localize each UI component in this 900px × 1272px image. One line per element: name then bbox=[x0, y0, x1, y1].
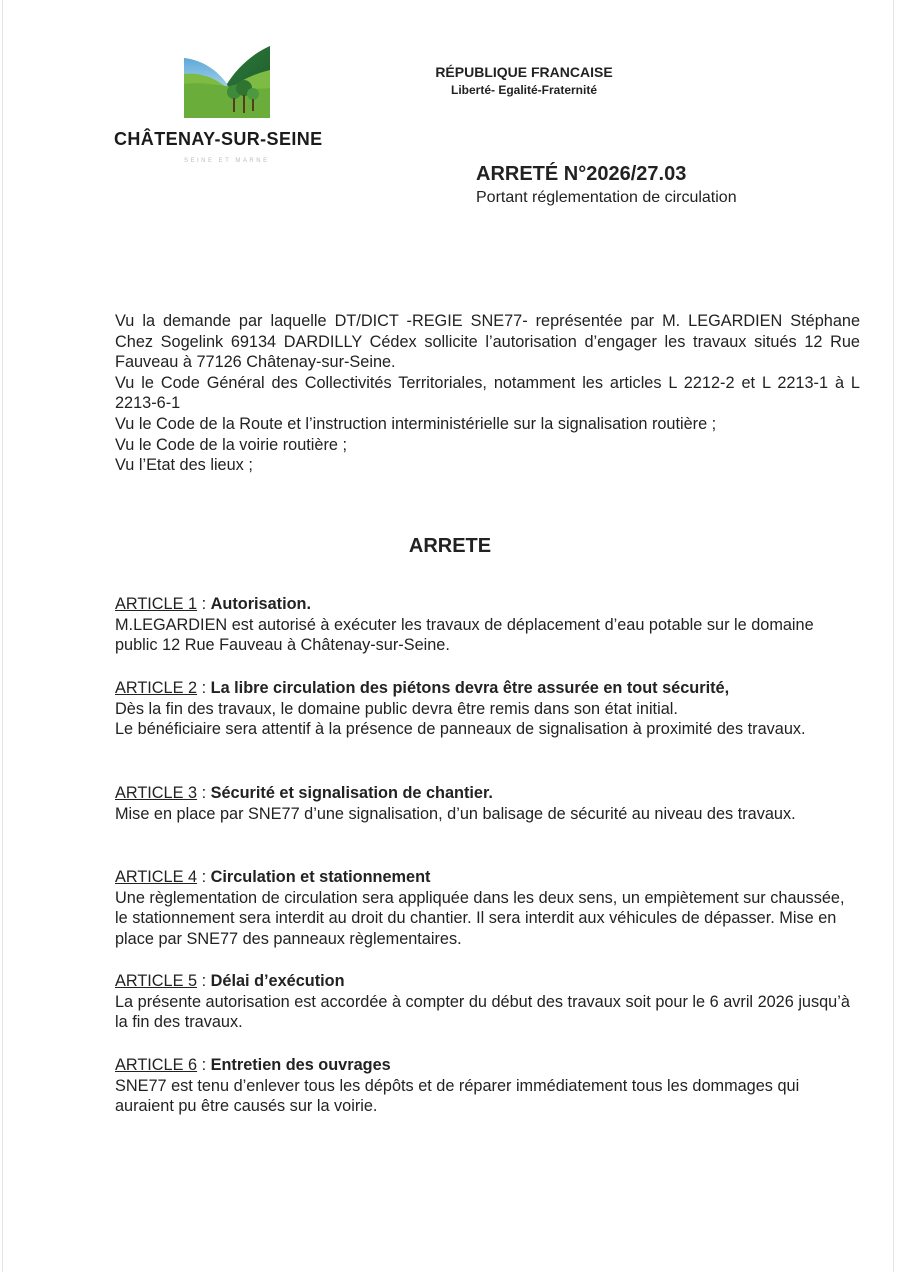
considerant-etat-lieux: Vu l’Etat des lieux ; bbox=[115, 456, 253, 475]
article-text: Une règlementation de circulation sera appliquée dans les deux sens, un empiètement sur chaussée, le stationnement sera interdit au droit du chantier. Il sera interdit aux véhicules de dépasser. Mise en place par SNE77 des panneaux règlementaires. bbox=[115, 888, 845, 948]
republic-motto: Liberté- Egalité-Fraternité bbox=[450, 83, 598, 97]
article-title: Autorisation. bbox=[210, 595, 312, 613]
article-text: Le bénéficiaire sera attentif à la présence de panneaux de signalisation à proximité des travaux. bbox=[115, 720, 806, 739]
commune-logo bbox=[182, 44, 272, 120]
article-separator: : bbox=[197, 784, 211, 802]
arrete-subtitle: Portant réglementation de circulation bbox=[476, 189, 737, 206]
article-separator: : bbox=[197, 1056, 211, 1074]
article-3 bbox=[115, 783, 860, 824]
article-number: ARTICLE 1 bbox=[115, 595, 198, 613]
article-5 bbox=[115, 971, 860, 1033]
article-6 bbox=[115, 1055, 860, 1117]
considerant-code-route: Vu le Code de la Route et l’instruction interministérielle sur la signalisation routière ; bbox=[115, 414, 717, 433]
article-number: ARTICLE 2 bbox=[115, 679, 198, 697]
article-title: Circulation et stationnement bbox=[210, 868, 431, 886]
considerants-block bbox=[115, 311, 860, 476]
considerant-code-voirie: Vu le Code de la voirie routière ; bbox=[115, 435, 347, 454]
article-heading bbox=[115, 971, 860, 992]
commune-name: CHÂTENAY-SUR-SEINE bbox=[114, 129, 323, 149]
article-number: ARTICLE 3 bbox=[115, 784, 198, 802]
article-heading bbox=[115, 783, 860, 804]
article-heading bbox=[115, 594, 860, 615]
article-separator: : bbox=[197, 972, 211, 990]
considerant-cgct: Vu le Code Général des Collectivités Territoriales, notamment les articles L 2212-2 et L 2213-1 à L 2213-6-1 bbox=[115, 373, 860, 413]
republic-title: RÉPUBLIQUE FRANCAISE bbox=[435, 64, 613, 80]
considerant-demande: Vu la demande par laquelle DT/DICT -REGIE SNE77- représentée par M. LEGARDIEN Stéphane Chez Sogelink 69134 DARDILLY Cédex sollicite l’autorisation d’engager les travaux situés 12 Rue Fauveau à 77126 Châtenay-sur-Seine. bbox=[115, 312, 860, 372]
article-heading bbox=[115, 867, 860, 888]
article-text: M.LEGARDIEN est autorisé à exécuter les travaux de déplacement d’eau potable sur le domaine public 12 Rue Fauveau à Châtenay-sur-Seine. bbox=[115, 615, 814, 655]
republic-heading bbox=[404, 64, 644, 97]
article-number: ARTICLE 6 bbox=[115, 1056, 198, 1074]
article-text: Mise en place par SNE77 d’une signalisation, d’un balisage de sécurité au niveau des travaux. bbox=[115, 804, 796, 823]
page-edge-left bbox=[2, 0, 3, 1272]
article-1 bbox=[115, 594, 860, 656]
article-separator: : bbox=[197, 868, 211, 886]
article-separator: : bbox=[197, 679, 211, 697]
article-heading bbox=[115, 1055, 860, 1076]
article-number: ARTICLE 4 bbox=[115, 868, 198, 886]
article-heading bbox=[115, 678, 860, 699]
article-title: Entretien des ouvrages bbox=[210, 1056, 391, 1074]
article-text: Dès la fin des travaux, le domaine public devra être remis dans son état initial. bbox=[115, 699, 678, 718]
article-number: ARTICLE 5 bbox=[115, 972, 198, 990]
arrete-number: ARRETÉ N°2026/27.03 bbox=[476, 163, 687, 185]
article-separator: : bbox=[197, 595, 211, 613]
article-4 bbox=[115, 867, 860, 949]
article-title: Sécurité et signalisation de chantier. bbox=[210, 784, 493, 802]
commune-subtitle: SEINE ET MARNE bbox=[184, 158, 270, 164]
article-title: La libre circulation des piétons devra être assurée en tout sécurité, bbox=[210, 679, 730, 697]
article-text: La présente autorisation est accordée à compter du début des travaux soit pour le 6 avril 2026 jusqu’à la fin des travaux. bbox=[115, 992, 850, 1032]
page-edge-right bbox=[893, 0, 894, 1272]
arrete-section-heading: ARRETE bbox=[408, 535, 492, 557]
article-text: SNE77 est tenu d’enlever tous les dépôts et de réparer immédiatement tous les dommages qui auraient pu être causés sur la voirie. bbox=[115, 1076, 800, 1116]
article-title: Délai d’exécution bbox=[210, 972, 345, 990]
article-2 bbox=[115, 678, 860, 740]
